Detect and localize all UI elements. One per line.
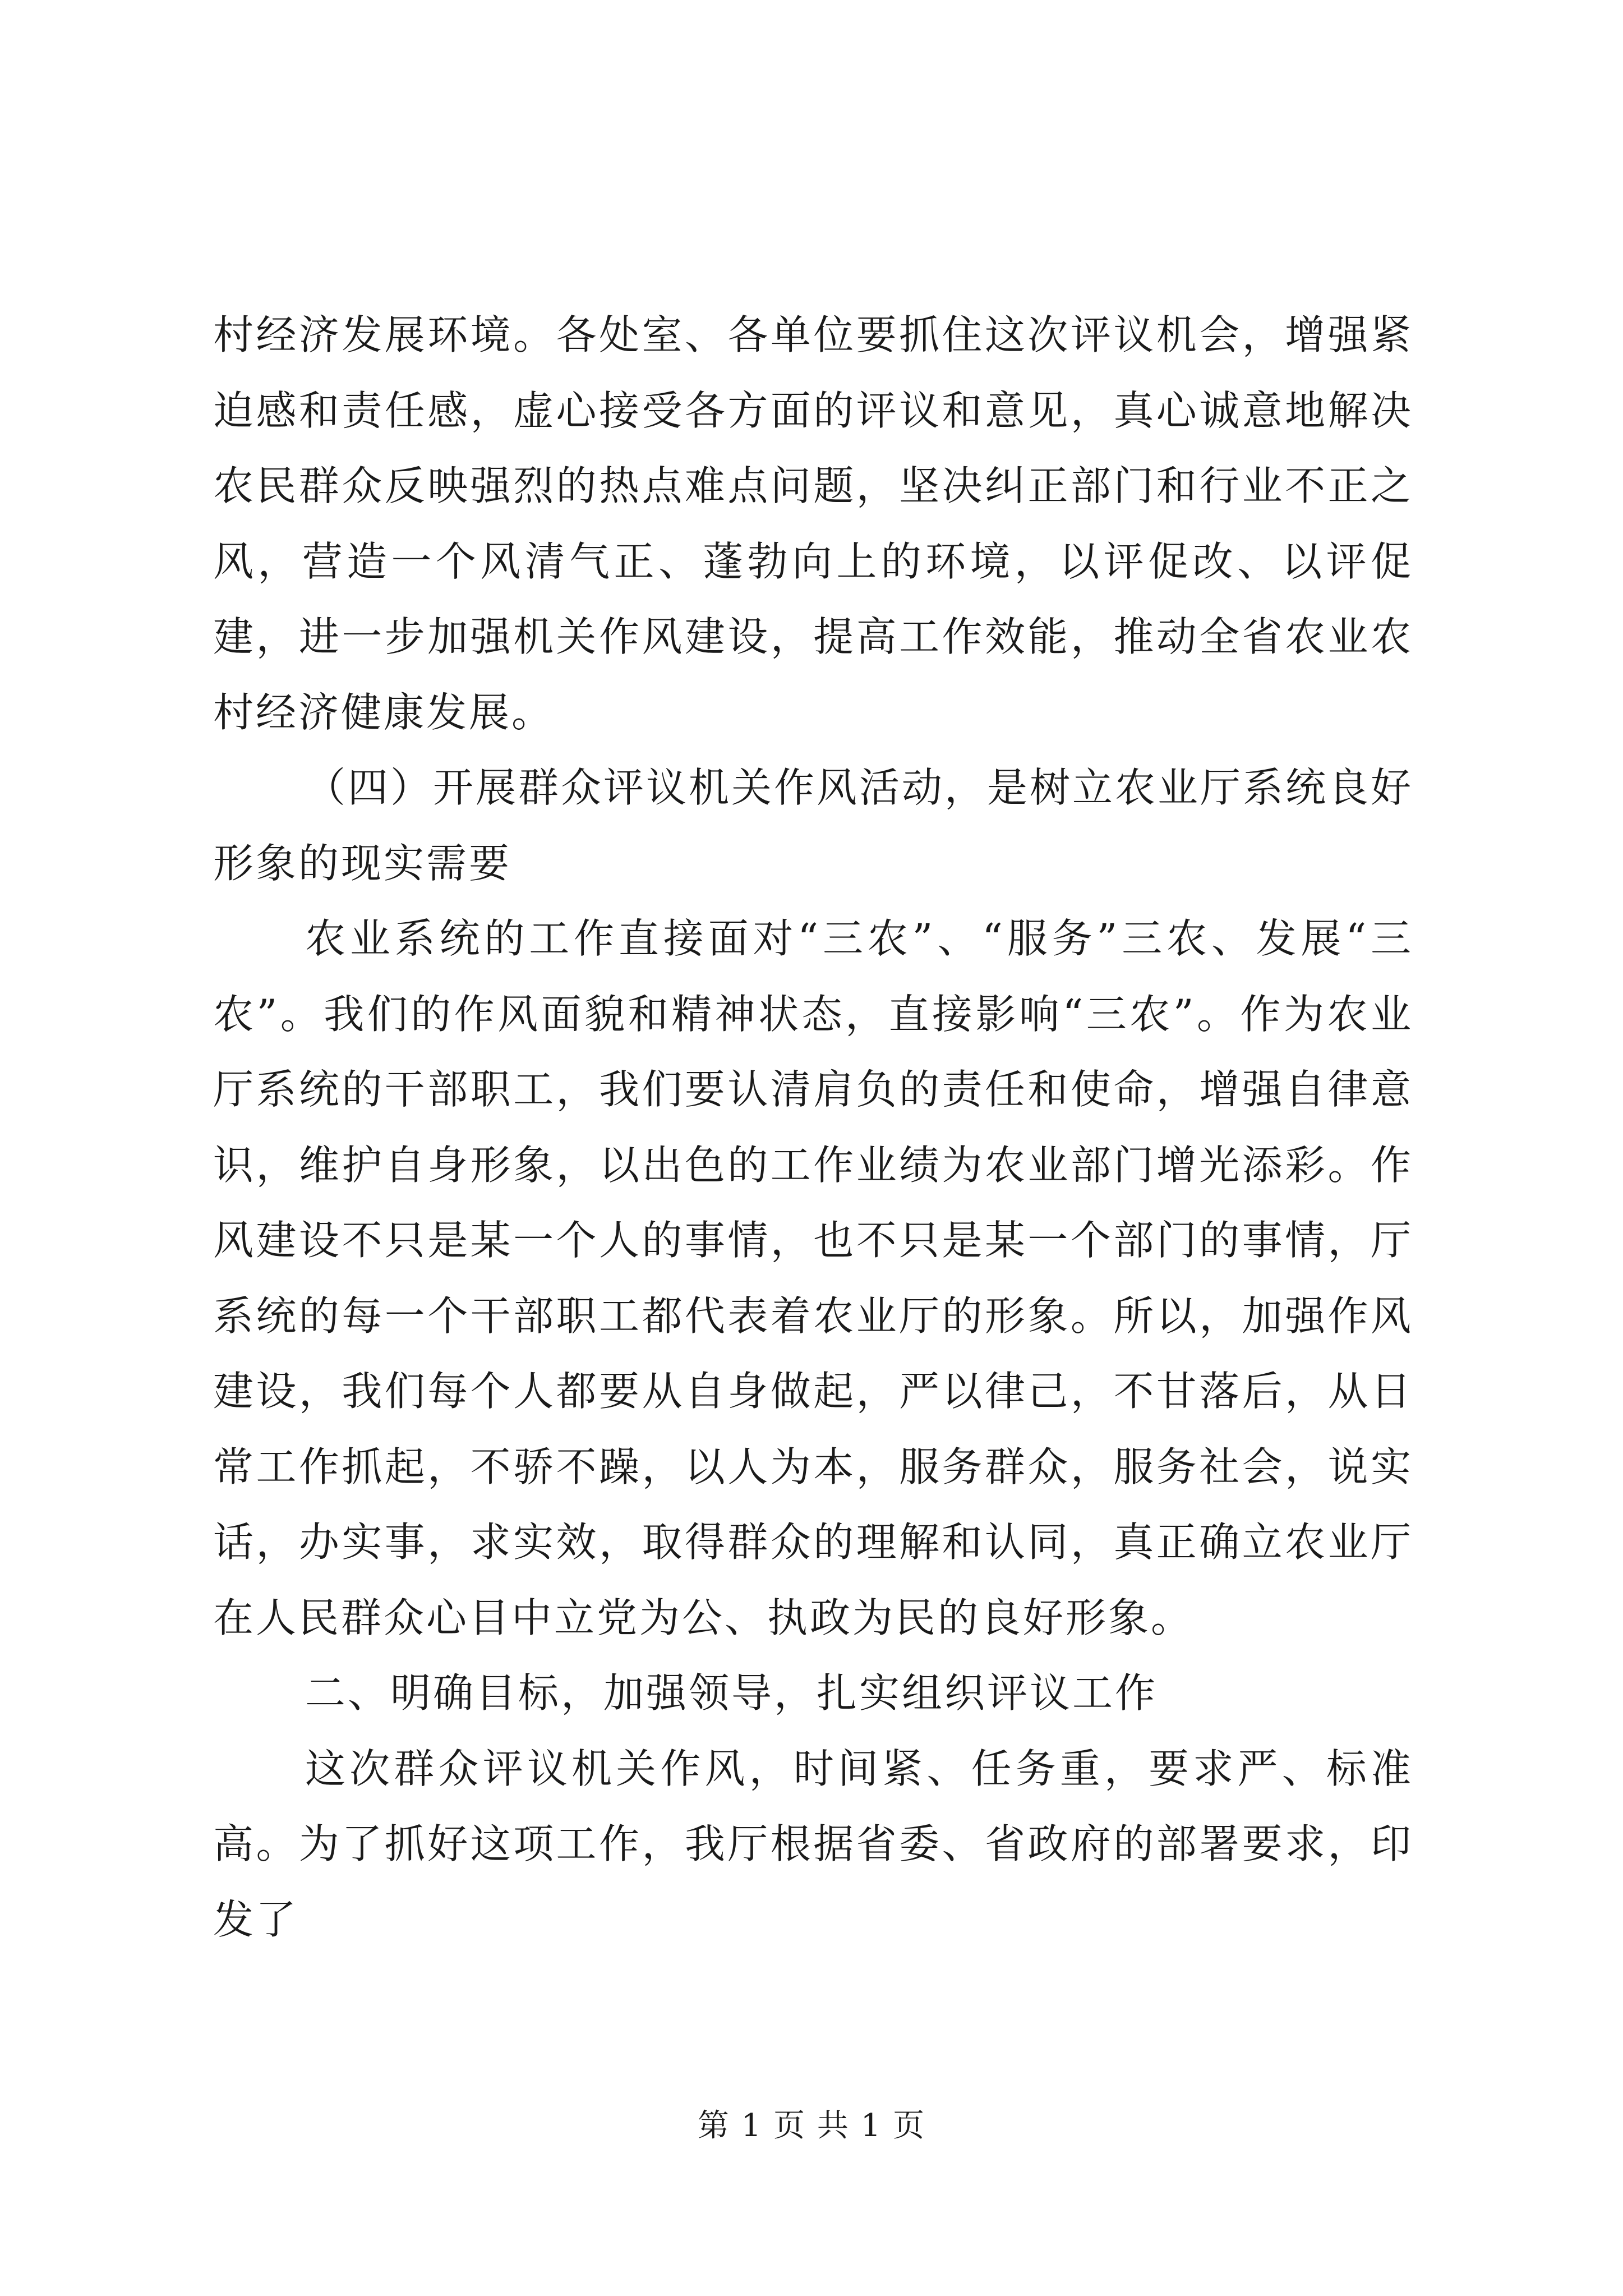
- paragraph-4-heading: 二、明确目标，加强领导，扎实组织评议工作: [305, 1669, 1158, 1717]
- paragraph-5: 这次群众评议机关作风，时间紧、任务重，要求严、标准高。为了抓好这项工作，我厅根据省委、省政府的部署要求，印发了: [213, 1745, 1413, 1943]
- document-body: [213, 297, 1413, 1957]
- paragraph-2-heading: （四）开展群众评议机关作风活动，是树立农业厅系统良好形象的现实需要: [213, 764, 1414, 887]
- paragraph-3: 农业系统的工作直接面对“三农”、“服务”三农、发展“三农”。我们的作风面貌和精神状态，直接影响“三农”。作为农业厅系统的干部职工，我们要认清肩负的责任和使命，增强自律意识，维护自身形象，以出色的工作业绩为农业部门增光添彩。作风建设不只是某一个人的事情，也不只是某一个部门的事情，厅系统的每一个干部职工都代表着农业厅的形象。所以，加强作风建设，我们每个人都要从自身做起，严以律己，不甘落后，从日常工作抓起，不骄不躁，以人为本，服务群众，服务社会，说实话，办实事，求实效，取得群众的理解和认同，真正确立农业厅在人民群众心目中立党为公、执政为民的良好形象。: [213, 915, 1413, 1641]
- page-number-footer: 第 1 页 共 1 页: [697, 2108, 926, 2144]
- paragraph-1: 村经济发展环境。各处室、各单位要抓住这次评议机会，增强紧迫感和责任感，虚心接受各方面的评议和意见，真心诚意地解决农民群众反映强烈的热点难点问题，坚决纠正部门和行业不正之风，营造一个风清气正、蓬勃向上的环境，以评促改、以评促建，进一步加强机关作风建设，提高工作效能，推动全省农业农村经济健康发展。: [213, 311, 1413, 736]
